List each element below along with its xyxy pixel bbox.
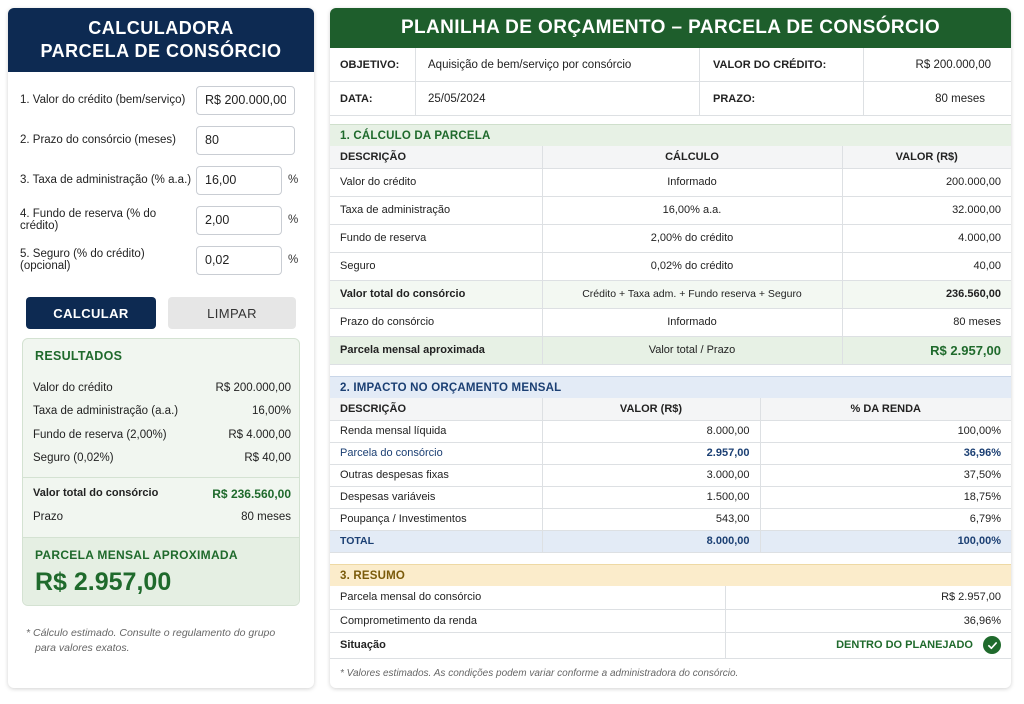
percent-unit: %: [288, 174, 299, 186]
result-total-value: R$ 236.560,00: [212, 487, 291, 501]
check-circle-icon: [983, 636, 1001, 654]
section2-title: 2. IMPACTO NO ORÇAMENTO MENSAL: [330, 376, 1011, 398]
note-line: * Cálculo estimado. Consulte o regulamento do grupo: [26, 627, 276, 639]
status-badge: [836, 636, 1001, 654]
calculator-note: [26, 626, 296, 656]
percent-unit: %: [288, 214, 299, 226]
table-cell: 4.000,00: [842, 224, 1011, 252]
table-cell: Poupança / Investimentos: [330, 508, 542, 530]
field-reserve-fund: [20, 205, 310, 235]
table-cell: Valor total / Prazo: [542, 336, 842, 364]
table-header: [330, 398, 1011, 420]
table-cell: Valor total do consórcio: [330, 280, 542, 308]
result-value: 16,00%: [251, 405, 291, 417]
term-value: 80 meses: [863, 82, 1011, 116]
calculate-button[interactable]: CALCULAR: [26, 297, 156, 329]
field-label: 3. Taxa de administração (% a.a.): [20, 174, 192, 186]
calculation-table: [330, 146, 1011, 365]
calculator-title: [8, 8, 314, 72]
table-cell: 0,02% do crédito: [542, 252, 842, 280]
summary-table: [330, 586, 1011, 659]
table-cell: 37,50%: [760, 464, 1011, 486]
field-insurance: [20, 245, 310, 275]
result-term-label: Prazo: [33, 511, 64, 523]
budget-impact-table: [330, 398, 1011, 553]
table-cell: 40,00: [842, 252, 1011, 280]
installment-box: [23, 537, 299, 605]
table-cell: 236.560,00: [842, 280, 1011, 308]
status-label: Situação: [330, 632, 725, 658]
table-cell: 100,00%: [760, 530, 1011, 552]
divider: [699, 48, 700, 116]
column-header: % DA RENDA: [760, 398, 1011, 420]
calculator-title-line2: PARCELA DE CONSÓRCIO: [40, 41, 282, 61]
field-credit-value: [20, 85, 310, 115]
result-label: Fundo de reserva (2,00%): [33, 429, 167, 441]
field-label: 4. Fundo de reserva (% do crédito): [20, 208, 157, 232]
table-cell: 1.500,00: [542, 486, 760, 508]
table-cell: 200.000,00: [842, 168, 1011, 196]
objective-value: Aquisição de bem/serviço por consórcio: [415, 48, 699, 82]
status-value: DENTRO DO PLANEJADO: [836, 639, 973, 651]
table-cell: 80 meses: [842, 308, 1011, 336]
credit-value-input[interactable]: [196, 86, 295, 115]
result-term-value: 80 meses: [241, 511, 291, 523]
column-header: VALOR (R$): [842, 146, 1011, 168]
column-header: CÁLCULO: [542, 146, 842, 168]
status-row: [330, 632, 1011, 658]
table-cell: 32.000,00: [842, 196, 1011, 224]
table-row: [330, 508, 1011, 530]
table-cell: Renda mensal líquida: [330, 420, 542, 442]
result-value: R$ 40,00: [244, 452, 291, 464]
table-cell: Informado: [542, 168, 842, 196]
table-cell: 3.000,00: [542, 464, 760, 486]
table-total-row: [330, 530, 1011, 552]
table-row: [330, 168, 1011, 196]
result-total-row: [33, 487, 291, 501]
table-cell: 2.957,00: [542, 442, 760, 464]
table-row: [330, 420, 1011, 442]
table-cell: Valor do crédito: [330, 168, 542, 196]
result-row: [33, 382, 291, 394]
table-cell: 8.000,00: [542, 420, 760, 442]
term-label: PRAZO:: [699, 82, 863, 116]
table-cell: Informado: [542, 308, 842, 336]
table-row: [330, 224, 1011, 252]
installment-title: PARCELA MENSAL APROXIMADA: [35, 548, 238, 562]
date-value: 25/05/2024: [415, 82, 699, 116]
table-row: [330, 252, 1011, 280]
table-cell: 16,00% a.a.: [542, 196, 842, 224]
result-row: [33, 452, 291, 464]
column-header: VALOR (R$): [542, 398, 760, 420]
table-cell: 36,96%: [725, 609, 1011, 632]
divider: [863, 48, 864, 116]
credit-label: VALOR DO CRÉDITO:: [699, 48, 863, 82]
table-cell: Taxa de administração: [330, 196, 542, 224]
table-cell: Outras despesas fixas: [330, 464, 542, 486]
results-title: RESULTADOS: [35, 349, 123, 363]
field-admin-fee: [20, 165, 310, 195]
objective-label: OBJETIVO:: [330, 48, 415, 82]
table-cell: 2,00% do crédito: [542, 224, 842, 252]
table-row: [330, 196, 1011, 224]
table-cell: Seguro: [330, 252, 542, 280]
table-cell: 18,75%: [760, 486, 1011, 508]
status-cell: [725, 632, 1011, 658]
clear-button[interactable]: LIMPAR: [168, 297, 296, 329]
table-cell: 6,79%: [760, 508, 1011, 530]
date-label: DATA:: [330, 82, 415, 116]
table-cell: Despesas variáveis: [330, 486, 542, 508]
table-row: [330, 464, 1011, 486]
credit-value: R$ 200.000,00: [863, 48, 1011, 82]
table-cell: Crédito + Taxa adm. + Fundo reserva + Seguro: [542, 280, 842, 308]
field-label: 5. Seguro (% do crédito) (opcional): [20, 248, 145, 272]
table-row: [330, 486, 1011, 508]
table-row: [330, 609, 1011, 632]
result-row: [33, 429, 291, 441]
result-total-label: Valor total do consórcio: [33, 487, 159, 499]
table-cell: 543,00: [542, 508, 760, 530]
table-row: [330, 442, 1011, 464]
field-label: 1. Valor do crédito (bem/serviço): [20, 94, 186, 106]
table-cell: Prazo do consórcio: [330, 308, 542, 336]
budget-sheet-panel: [330, 8, 1011, 688]
table-cell: Parcela mensal do consórcio: [330, 586, 725, 609]
calculator-panel: [8, 8, 314, 688]
result-row: [33, 405, 291, 417]
field-label: 2. Prazo do consórcio (meses): [20, 134, 176, 146]
table-cell: R$ 2.957,00: [725, 586, 1011, 609]
table-cell: 36,96%: [760, 442, 1011, 464]
calculator-title-line1: CALCULADORA: [88, 18, 234, 38]
table-cell: 100,00%: [760, 420, 1011, 442]
result-label: Valor do crédito: [33, 382, 113, 394]
sheet-title: PLANILHA DE ORÇAMENTO – PARCELA DE CONSÓRCIO: [330, 8, 1011, 48]
table-cell: Fundo de reserva: [330, 224, 542, 252]
table-cell: Parcela mensal aproximada: [330, 336, 542, 364]
table-cell: R$ 2.957,00: [842, 336, 1011, 364]
installment-value: R$ 2.957,00: [35, 568, 172, 596]
results-panel: [22, 338, 300, 606]
table-installment-row: [330, 336, 1011, 364]
table-cell: 8.000,00: [542, 530, 760, 552]
section3-title: 3. RESUMO: [330, 564, 1011, 586]
table-total-row: [330, 280, 1011, 308]
result-value: R$ 200.000,00: [215, 382, 291, 394]
column-header: DESCRIÇÃO: [330, 398, 542, 420]
column-header: DESCRIÇÃO: [330, 146, 542, 168]
result-label: Seguro (0,02%): [33, 452, 114, 464]
admin-fee-input[interactable]: [196, 166, 282, 195]
sheet-note: * Valores estimados. As condições podem variar conforme a administradora do consórcio.: [340, 668, 739, 679]
percent-unit: %: [288, 254, 299, 266]
section1-title: 1. CÁLCULO DA PARCELA: [330, 124, 1011, 146]
table-cell: TOTAL: [330, 530, 542, 552]
divider: [23, 477, 299, 478]
table-row: [330, 308, 1011, 336]
insurance-input[interactable]: [196, 246, 282, 275]
reserve-fund-input[interactable]: [196, 206, 282, 235]
result-value: R$ 4.000,00: [228, 429, 291, 441]
term-input[interactable]: [196, 126, 295, 155]
note-line: para valores exatos.: [35, 642, 130, 654]
table-header: [330, 146, 1011, 168]
divider: [415, 48, 416, 116]
field-term: [20, 125, 310, 155]
result-term-row: [33, 511, 291, 523]
table-cell: Parcela do consórcio: [330, 442, 542, 464]
table-row: [330, 586, 1011, 609]
table-cell: Comprometimento da renda: [330, 609, 725, 632]
result-label: Taxa de administração (a.a.): [33, 405, 179, 417]
